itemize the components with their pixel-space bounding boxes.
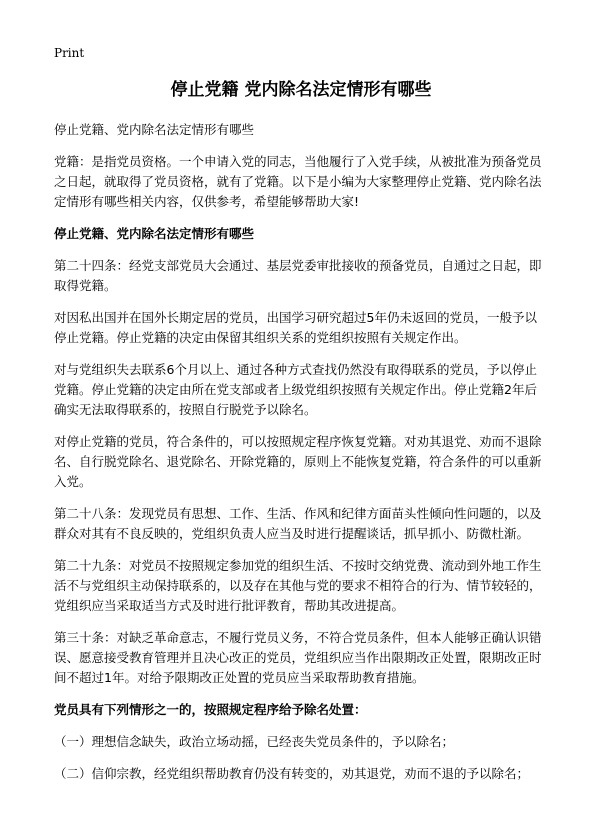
article [54, 78, 548, 796]
paragraph-article-29: 第二十九条：对党员不按照规定参加党的组织生活、不按时交纳党费、流动到外地工作生活不与党组织主动保持联系的，以及存在其他与党的要求不相符合的行为、情节较轻的，党组织应当采取适当方式及时进行批评教育，帮助其改进提高。 [54, 558, 542, 613]
print-link[interactable]: Print [54, 46, 85, 60]
paragraph-subtitle: 停止党籍、党内除名法定情形有哪些 [54, 122, 255, 137]
paragraph-abroad: 对因私出国并在国外长期定居的党员，出国学习研究超过5年仍未返回的党员，一般予以停止党籍。停止党籍的决定由保留其组织关系的党组织按照有关规定作出。 [54, 310, 537, 345]
list-item-2: （二）信仰宗教，经党组织帮助教育仍没有转变的，劝其退党，劝而不退的予以除名； [54, 766, 530, 781]
paragraph-article-28: 第二十八条：发现党员有思想、工作、生活、作风和纪律方面苗头性倾向性问题的，以及群众对其有不良反映的，党组织负责人应当及时进行提醒谈话，抓早抓小、防微杜渐。 [54, 506, 542, 541]
section-heading-removal: 党员具有下列情形之一的，按照规定程序给予除名处置： [54, 702, 367, 717]
paragraph-intro: 党籍：是指党员资格。一个申请入党的同志，当他履行了入党手续，从被批准为预备党员之日起，就取得了党员资格，就有了党籍。以下是小编为大家整理停止党籍、党内除名法定情形有哪些相关内容，仅供参考，希望能够帮助大家! [54, 154, 542, 209]
paragraph-restore: 对停止党籍的党员，符合条件的，可以按照规定程序恢复党籍。对劝其退党、劝而不退除名、自行脱党除名、退党除名、开除党籍的，原则上不能恢复党籍，符合条件的可以重新入党。 [54, 434, 542, 489]
list-item-1: （一）理想信念缺失，政治立场动摇，已经丧失党员条件的，予以除名； [54, 734, 455, 749]
paragraph-article-24: 第二十四条：经党支部党员大会通过、基层党委审批接收的预备党员，自通过之日起，即取得党籍。 [54, 258, 542, 293]
paragraph-lost-contact: 对与党组织失去联系6个月以上、通过各种方式查找仍然没有取得联系的党员，予以停止党籍。停止党籍的决定由所在党支部或者上级党组织按照有关规定作出。停止党籍2年后确实无法取得联系的，按照自行脱党予以除名。 [54, 362, 537, 417]
page-title: 停止党籍 党内除名法定情形有哪些 [170, 80, 432, 100]
paragraph-article-30: 第三十条：对缺乏革命意志，不履行党员义务，不符合党员条件，但本人能够正确认识错误、愿意接受教育管理并且决心改正的党员，党组织应当作出限期改正处置，限期改正时间不超过1年。对给予限期改正处置的党员应当采取帮助教育措施。 [54, 630, 542, 685]
section-heading: 停止党籍、党内除名法定情形有哪些 [54, 226, 255, 241]
